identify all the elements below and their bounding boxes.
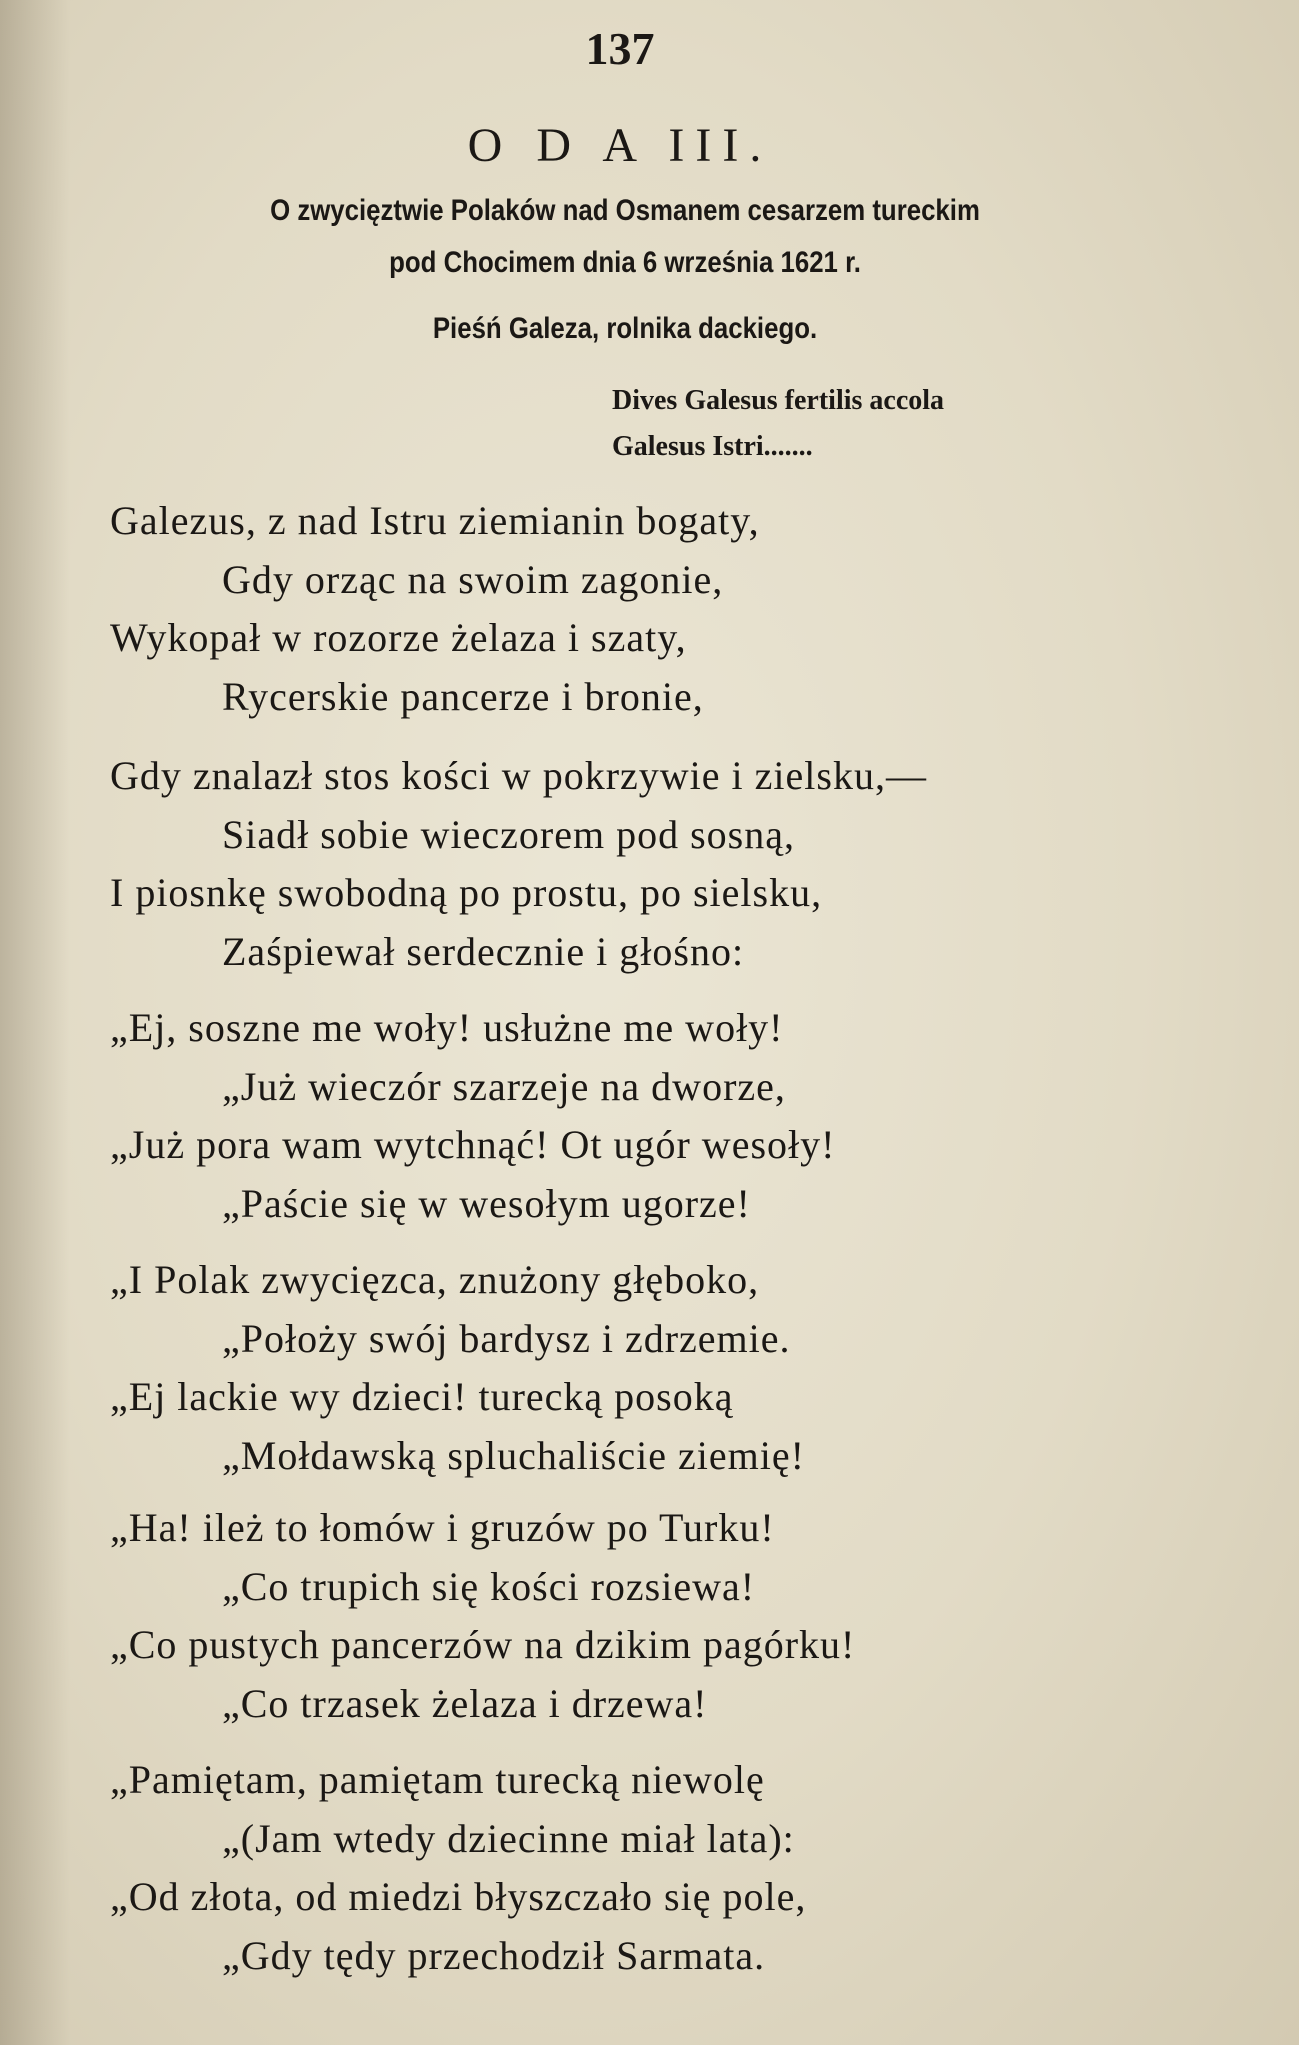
verse-line: Galezus, z nad Istru ziemianin bogaty, — [110, 498, 760, 543]
verse-line: „Mołdawską spluchaliście ziemię! — [222, 1433, 805, 1478]
verse-line: Wykopał w rozorze żelaza i szaty, — [110, 615, 687, 660]
verse-line: „Pamiętam, pamiętam turecką niewolę — [110, 1757, 765, 1802]
verse-line: „I Polak zwycięzca, znużony głęboko, — [110, 1257, 760, 1302]
verse-line: I piosnkę swobodną po prostu, po sielsku, — [110, 870, 823, 915]
verse-line: Gdy znalazł stos kości w pokrzywie i zielsku,— — [110, 753, 927, 798]
page-number: 137 — [585, 23, 655, 74]
verse-line: „Ej lackie wy dzieci! turecką posoką — [110, 1374, 734, 1419]
verse-line: „Co pustych pancerzów na dzikim pagórku! — [110, 1622, 856, 1667]
epigraph-line: Dives Galesus fertilis accola — [612, 385, 945, 416]
epigraph-line: Galesus Istri....... — [612, 431, 813, 462]
verse-line: Zaśpiewał serdecznie i głośno: — [222, 929, 745, 974]
song-subtitle: Pieśń Galeza, rolnika dackiego. — [432, 312, 818, 345]
verse-line: „Paście się w wesołym ugorze! — [222, 1181, 751, 1226]
verse-line: Rycerskie pancerze i bronie, — [222, 674, 704, 719]
verse-line: Siadł sobie wieczorem pod sosną, — [222, 812, 795, 857]
verse-line: „(Jam wtedy dziecinne miał lata): — [222, 1816, 795, 1861]
verse-line: Gdy orząc na swoim zagonie, — [222, 557, 724, 602]
subtitle-line: pod Chocimem dnia 6 września 1621 r. — [389, 246, 861, 279]
verse-line: „Już pora wam wytchnąć! Ot ugór wesoły! — [110, 1122, 836, 1167]
verse-line: „Gdy tędy przechodził Sarmata. — [222, 1933, 766, 1978]
page-edge-shadow — [0, 0, 70, 2045]
verse-line: „Co trzasek żelaza i drzewa! — [222, 1681, 708, 1726]
verse-line: „Już wieczór szarzeje na dworze, — [222, 1064, 786, 1109]
verse-line: „Ej, soszne me woły! usłużne me woły! — [110, 1005, 784, 1050]
subtitle-line: O zwycięztwie Polaków nad Osmanem cesarzem tureckim — [270, 194, 980, 227]
ode-title: O D A III. — [467, 119, 773, 172]
verse-line: „Od złota, od miedzi błyszczało się pole, — [110, 1874, 807, 1919]
verse-line: „Ha! ileż to łomów i gruzów po Turku! — [110, 1505, 775, 1550]
verse-line: „Położy swój bardysz i zdrzemie. — [222, 1316, 791, 1361]
verse-line: „Co trupich się kości rozsiewa! — [222, 1564, 756, 1609]
